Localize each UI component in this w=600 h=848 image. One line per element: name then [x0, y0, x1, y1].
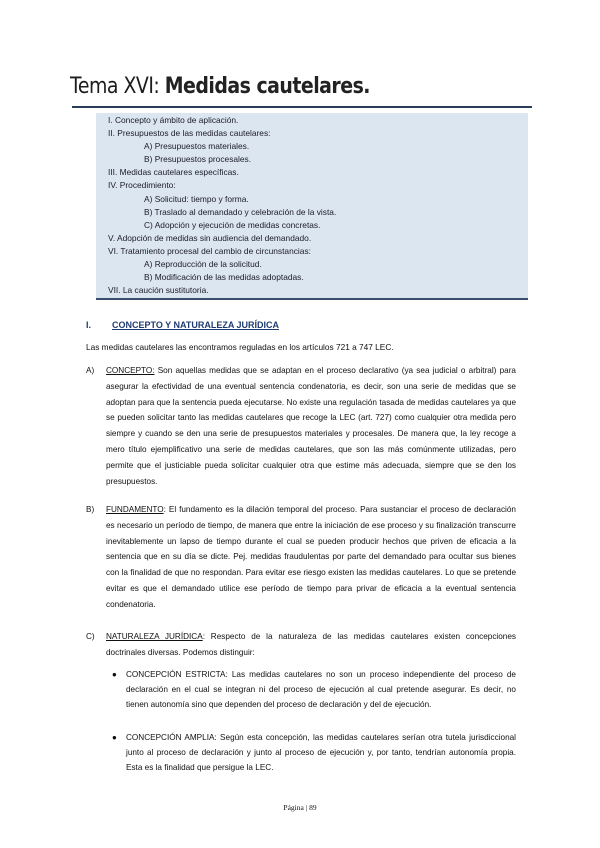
- title-main: Medidas cautelares.: [164, 74, 370, 99]
- bullet-concepcion-estricta: [112, 667, 516, 713]
- toc-item: VI. Tratamiento procesal del cambio de circunstancias:: [108, 245, 311, 256]
- bullet-icon: ●: [112, 670, 117, 679]
- toc-item: III. Medidas cautelares específicas.: [108, 167, 239, 178]
- section-number: I.: [86, 320, 92, 330]
- page-title: [70, 74, 370, 99]
- item-fundamento: [86, 502, 516, 613]
- bullet-icon: ●: [112, 733, 117, 742]
- toc-subitem: C) Adopción y ejecución de medidas concretas.: [144, 219, 321, 230]
- item-marker: C): [86, 632, 95, 641]
- bullet-concepcion-amplia: [112, 730, 516, 776]
- toc-subitem: B) Modificación de las medidas adoptadas.: [144, 272, 304, 283]
- section-heading: [86, 320, 279, 330]
- item-marker: B): [86, 505, 95, 514]
- table-of-contents: [96, 113, 528, 300]
- toc-item: II. Presupuestos de las medidas cautelares:: [108, 128, 271, 139]
- toc-subitem: A) Presupuestos materiales.: [144, 141, 250, 152]
- item-text: : El fundamento es la dilación temporal del proceso. Para sustanciar el proceso de declaración es necesario un período de tiempo, de manera que entre la iniciación de ese proceso y su finalización transcurre inevitablemente un lapso de tiempo durante el cual se pueden producir hechos que priven de eficacia a la sentencia que en su día se dicte. Pej. medidas fraudulentas por parte del demandado para ocultar sus bienes con la finalidad de que no respondan. Para evitar ese riesgo existen las medidas cautelares. Lo que se pretende evitar es que el demandado utilice ese período de tiempo para privar de eficacia a la eventual sentencia condenatoria.: [106, 505, 516, 609]
- toc-subitem: B) Presupuestos procesales.: [144, 154, 252, 165]
- toc-subitem: A) Solicitud: tiempo y forma.: [144, 193, 249, 204]
- toc-item: VII. La caución sustitutoria.: [108, 285, 209, 296]
- item-body: [106, 629, 516, 661]
- bullet-text: CONCEPCIÓN ESTRICTA: Las medidas cautelares no son un proceso independiente del proceso de declaración en el cual se integran ni del proceso de ejecución al cual pretende asegurar. Es decir, no tienen autonomía sino que dependen del proceso de declaración y del de ejecución.: [126, 670, 516, 710]
- toc-item: I. Concepto y ámbito de aplicación.: [108, 115, 239, 125]
- title-underline: [72, 106, 532, 108]
- item-concepto: [86, 363, 516, 489]
- item-body: [106, 502, 516, 613]
- section-label: CONCEPTO Y NATURALEZA JURÍDICA: [112, 320, 280, 330]
- toc-subitem: B) Traslado al demandado y celebración de la vista.: [144, 206, 337, 217]
- item-text: Son aquellas medidas que se adaptan en el proceso declarativo (ya sea judicial o arbitral) para asegurar la efectividad de una eventual sentencia condenatoria, es decir, son una serie de medidas que se adoptan para que la sentencia pueda ejecutarse. No existe una regulación tasada de medidas cautelares ya que se pueden solicitar tanto las medidas cautelares que recoge la LEC (art. 727) como cualquier otra medida pero siempre y cuando se den una serie de presupuestos materiales y procesales. De manera que, la ley recoge a mero título ejemplificativo una serie de medidas cautelares, que son las más comúnmente utilizadas, pero permite que el justiciable pueda solicitar cualquier otra que estime más adecuada, siempre que se den los presupuestos.: [106, 366, 516, 486]
- item-text: : Respecto de la naturaleza de las medidas cautelares existen concepciones doctrinales diversas. Podemos distinguir:: [106, 632, 517, 657]
- toc-item: IV. Procedimiento:: [108, 180, 176, 191]
- title-prefix: Tema XVI:: [70, 74, 160, 99]
- item-keyword: NATURALEZA JURÍDICA: [106, 632, 203, 641]
- toc-subitem: A) Reproducción de la solicitud.: [144, 259, 262, 270]
- item-marker: A): [86, 366, 95, 375]
- page-footer: Página | 89: [283, 803, 317, 812]
- bullet-text: CONCEPCIÓN AMPLIA: Según esta concepción, las medidas cautelares serían otra tutela jurisdiccional junto al proceso de declaración y junto al proceso de ejecución y, por tanto, tendrían autonomía propia. Esta es la finalidad que persigue la LEC.: [126, 733, 516, 773]
- item-keyword: CONCEPTO:: [106, 366, 155, 375]
- item-keyword: FUNDAMENTO: [106, 505, 164, 514]
- toc-item: V. Adopción de medidas sin audiencia del demandado.: [108, 232, 312, 243]
- item-body: [106, 363, 516, 489]
- intro-paragraph: Las medidas cautelares las encontramos reguladas en los artículos 721 a 747 LEC.: [86, 342, 394, 352]
- item-naturaleza: [86, 629, 516, 661]
